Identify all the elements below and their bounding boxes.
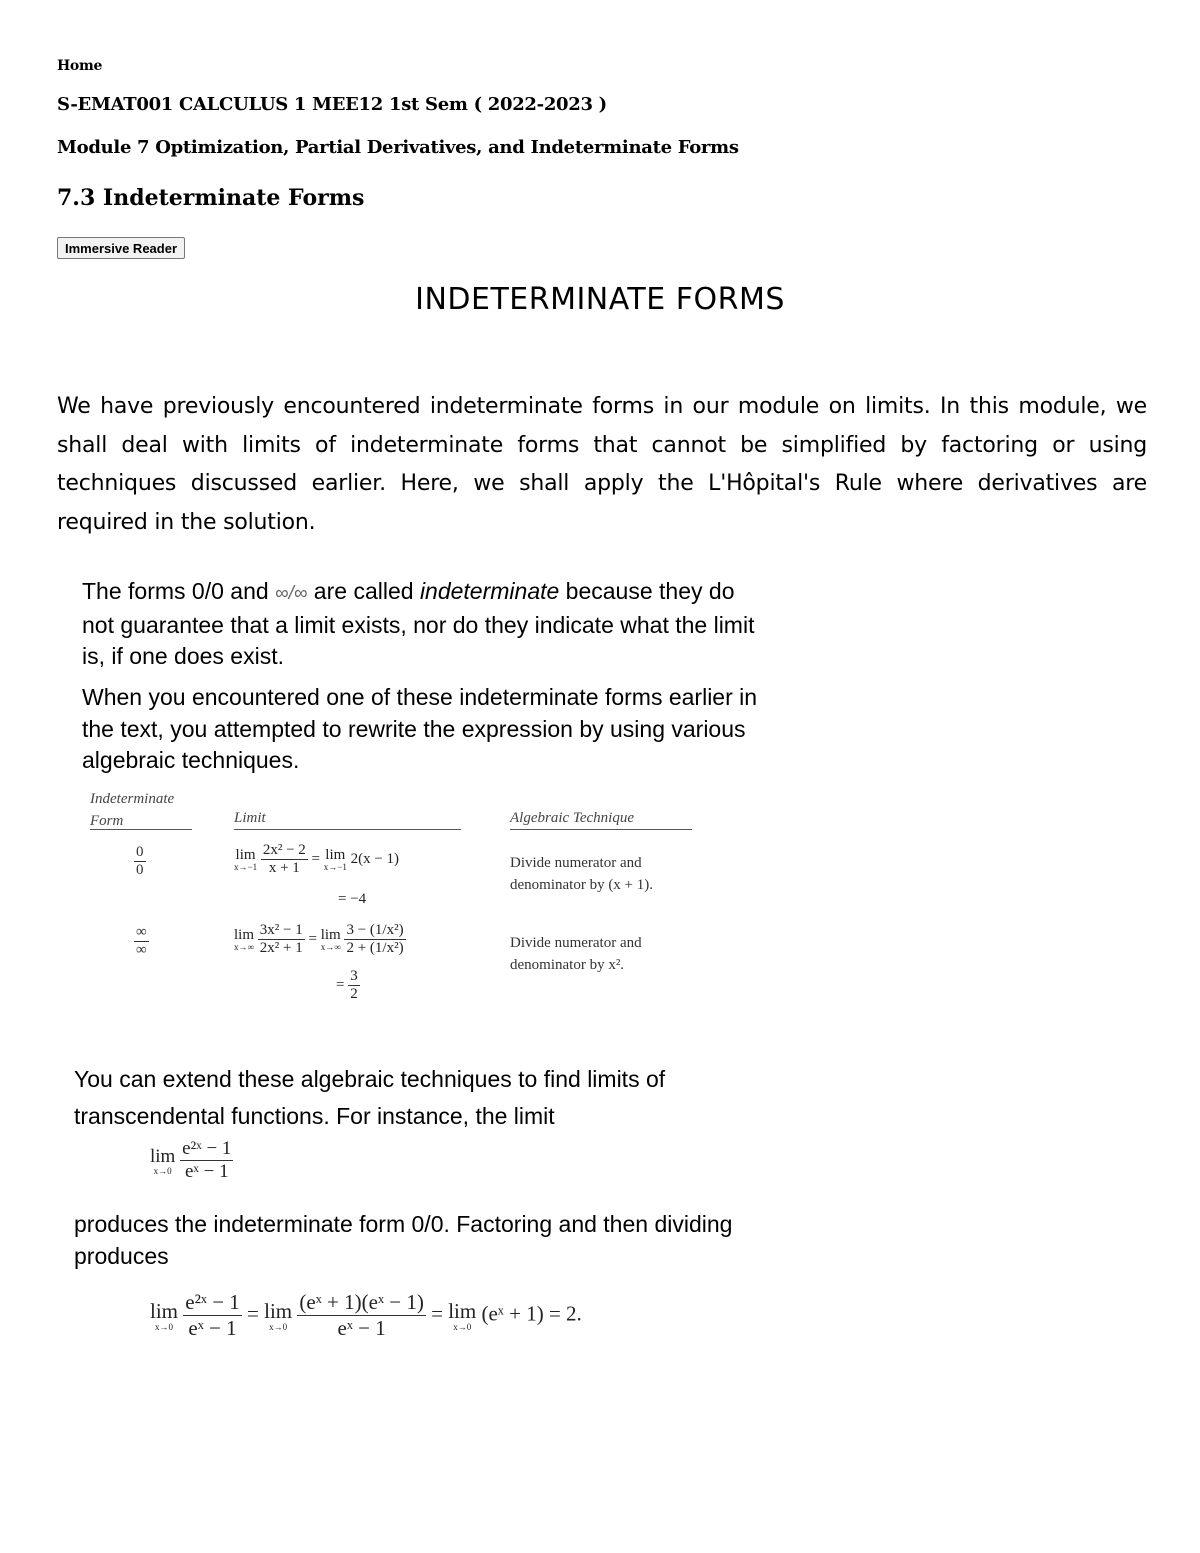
- breadcrumb-course[interactable]: S-EMAT001 CALCULUS 1 MEE12 1st Sem ( 2022-2023 ): [57, 94, 607, 115]
- forms-text-before: The forms 0/0 and: [82, 578, 276, 604]
- header-limit: Limit: [234, 810, 266, 826]
- intro-paragraph: We have previously encountered indeterminate forms in our module on limits. In this module, we shall deal with limits of indeterminate forms that cannot be simplified by factoring or using techniques discussed earlier. Here, we shall apply the L'Hôpital's Rule where derivatives are required in the solution.: [57, 394, 1147, 535]
- limit-row-2: lim x→∞ $\frac{\text{3x² − 1}}{\text{2x² + 1}}$ = lim x→∞ $\frac{\text{3 − (1/x²)}}{\text{2 + (1/x²)}}$: [234, 922, 404, 956]
- technique-row-1: Divide numerator and denominator by (x + 1).: [510, 855, 654, 893]
- immersive-reader-button[interactable]: Immersive Reader: [57, 237, 185, 259]
- limit-row-1-result: = −4: [338, 891, 367, 907]
- limit-row-1: lim x→−1 $\frac{\text{2x² − 2}}{x + 1}$ = lim x→−1 2(x − 1): [234, 842, 400, 876]
- breadcrumb-home-link[interactable]: Home: [57, 58, 103, 74]
- limit-example-2: lim x→0 $\frac{\text{e²ˣ − 1}}{\text{eˣ − 1}}$ = lim x→0 $\frac{\text{(eˣ + 1)(eˣ − 1)}}{\text{eˣ − 1}}$ = lim x→0 (eˣ + 1) = 2.: [150, 1290, 582, 1340]
- header-rule: [234, 829, 461, 830]
- indeterminate-forms-table: [90, 788, 710, 1018]
- forms-paragraph: [82, 576, 772, 673]
- factoring-paragraph: produces the indeterminate form 0/0. Factoring and then dividing produces: [74, 1211, 733, 1269]
- header-indeterminate-form: Indeterminate Form: [90, 791, 175, 829]
- header-algebraic-technique: Algebraic Technique: [510, 810, 635, 826]
- page-title: 7.3 Indeterminate Forms: [57, 185, 365, 211]
- indeterminate-word: indeterminate: [419, 578, 560, 604]
- techniques-paragraph: When you encountered one of these indeterminate forms earlier in the text, you attempted to rewrite the expression by using various algebraic techniques.: [82, 684, 758, 773]
- infinity-symbol: ∞/∞: [275, 583, 308, 604]
- header-rule: [510, 829, 692, 830]
- form-zero-over-zero: $\frac{0}{0}$: [136, 844, 144, 878]
- header-rule: [90, 829, 192, 830]
- banner-title: INDETERMINATE FORMS: [415, 282, 785, 317]
- limit-row-2-result: = $\frac{3}{2}$: [336, 968, 358, 1002]
- technique-row-2: Divide numerator and denominator by x².: [510, 935, 642, 973]
- transcendental-paragraph: You can extend these algebraic techniques to find limits of transcendental functions. For instance, the limit: [74, 1066, 666, 1129]
- form-infinity-over-infinity: $\frac{\infty}{\infty}$: [136, 924, 147, 958]
- forms-text-middle: are called: [307, 578, 420, 604]
- breadcrumb-module[interactable]: Module 7 Optimization, Partial Derivatives, and Indeterminate Forms: [57, 137, 739, 158]
- forms-text-after: because they do not guarantee that a limit exists, nor do they indicate what the limit is, if one does exist.: [82, 578, 755, 669]
- limit-example-1: lim x→0 $\frac{\text{e²ˣ − 1}}{\text{eˣ − 1}}$: [150, 1138, 232, 1182]
